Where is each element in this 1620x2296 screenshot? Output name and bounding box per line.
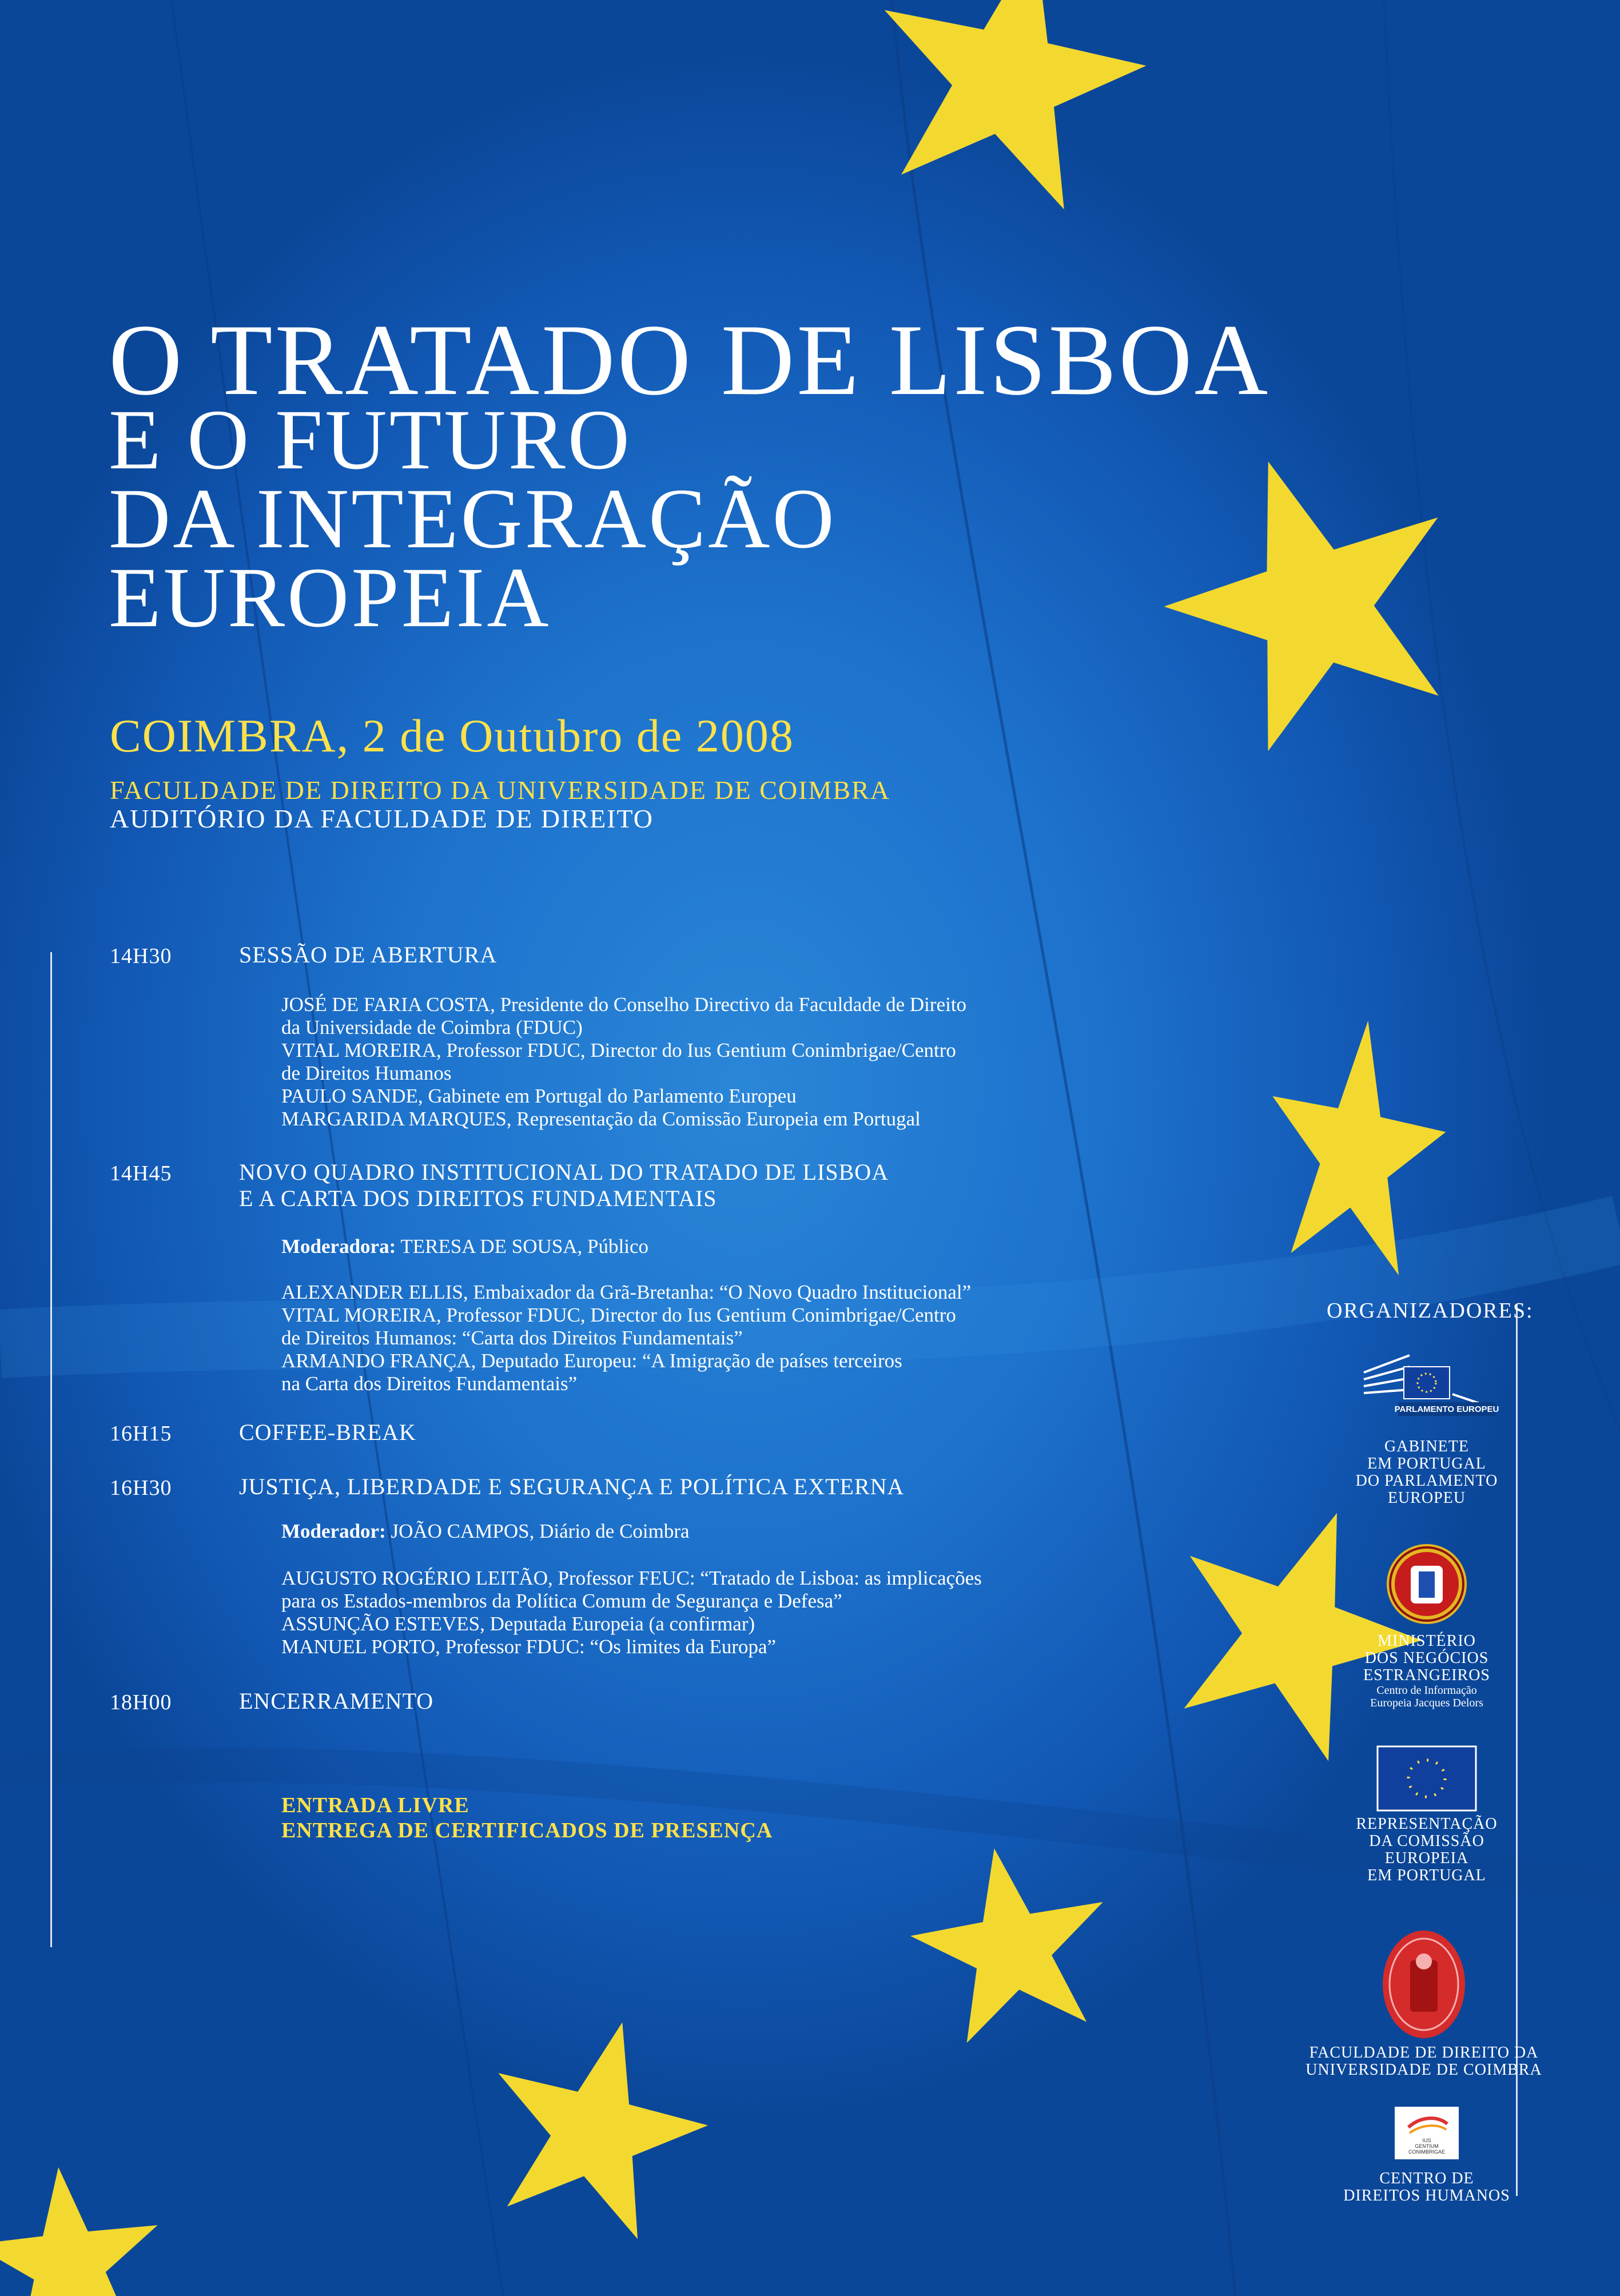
event-auditorium: AUDITÓRIO DA FACULDADE DE DIREITO xyxy=(110,804,654,833)
label-line: CENTRO DE xyxy=(1379,2170,1474,2187)
program-rule xyxy=(50,952,52,1947)
speaker-line: da Universidade de Coimbra (FDUC) xyxy=(281,1016,583,1038)
speaker-line: VITAL MOREIRA, Professor FDUC, Director do Ius Gentium Conimbrigae/Centro xyxy=(281,1039,956,1061)
speaker-line: ASSUNÇÃO ESTEVES, Deputada Europeia (a confirmar) xyxy=(281,1613,755,1635)
label-line: EM PORTUGAL xyxy=(1367,1867,1486,1884)
poster-title xyxy=(109,303,1271,645)
label-line: DA COMISSÃO xyxy=(1369,1832,1484,1850)
title-line-3: DA INTEGRAÇÃO xyxy=(109,471,837,566)
label-line: UNIVERSIDADE DE COIMBRA xyxy=(1305,2061,1542,2079)
ius-logo-text: GENTIUM xyxy=(1415,2143,1439,2149)
speaker-line: ARMANDO FRANÇA, Deputado Europeu: “A Imigração de países terceiros xyxy=(281,1350,902,1372)
speaker-line: de Direitos Humanos xyxy=(281,1062,452,1084)
organizer-centro xyxy=(1332,2104,1521,2205)
parlamento-europeu-logo xyxy=(1341,1344,1512,1435)
label-line: REPRESENTAÇÃO xyxy=(1356,1815,1498,1833)
organizer-faculdade xyxy=(1304,1927,1544,2079)
speaker-line: MANUEL PORTO, Professor FDUC: “Os limites da Europa” xyxy=(281,1636,777,1658)
representacao-label xyxy=(1332,1816,1521,1884)
session-time: 16H15 xyxy=(110,1422,172,1446)
session-title: SESSÃO DE ABERTURA xyxy=(239,942,497,968)
star-icon xyxy=(903,1841,1121,2059)
title-line-1: O TRATADO DE LISBOA xyxy=(109,303,1271,416)
gabinete-label xyxy=(1332,1438,1521,1507)
label-line: Europeia Jacques Delors xyxy=(1370,1697,1483,1709)
organizer-ministerio xyxy=(1332,1538,1521,1709)
session-title: JUSTIÇA, LIBERDADE E SEGURANÇA E POLÍTICA EXTERNA xyxy=(239,1474,905,1499)
moderator-label: Moderadora: xyxy=(281,1235,396,1258)
speaker-line: na Carta dos Direitos Fundamentais” xyxy=(281,1372,578,1395)
title-line-4: EUROPEIA xyxy=(109,550,551,645)
label-line: MINISTÉRIO xyxy=(1378,1632,1476,1650)
note-certificates: ENTREGA DE CERTIFICADOS DE PRESENÇA xyxy=(281,1819,773,1843)
ius-logo-text: CONIMBRIGAE xyxy=(1408,2149,1446,2155)
label-line: EM PORTUGAL xyxy=(1367,1455,1486,1473)
label-line: ESTRANGEIROS xyxy=(1363,1666,1490,1684)
label-line: DO PARLAMENTO xyxy=(1355,1472,1498,1490)
star-icon xyxy=(475,2013,715,2253)
session-moderator xyxy=(281,1235,648,1258)
organizer-comissao xyxy=(1332,1744,1521,1884)
parlamento-logo-text: PARLAMENTO EUROPEU xyxy=(1394,1404,1499,1414)
label-line: FACULDADE DE DIREITO DA xyxy=(1309,2044,1539,2062)
speaker-line: MARGARIDA MARQUES, Representação da Comissão Europeia em Portugal xyxy=(281,1108,921,1130)
session-speakers xyxy=(281,1567,982,1658)
event-date: COIMBRA, 2 de Outubro de 2008 xyxy=(110,710,794,762)
speaker-line: JOSÉ DE FARIA COSTA, Presidente do Conselho Directivo da Faculdade de Direito xyxy=(281,993,967,1016)
organizer-parlamento xyxy=(1332,1344,1521,1507)
label-line: Centro de Informação xyxy=(1376,1684,1477,1697)
label-line: EUROPEIA xyxy=(1384,1849,1469,1867)
session-time: 14H30 xyxy=(110,944,172,968)
label-line: DIREITOS HUMANOS xyxy=(1343,2187,1510,2205)
ministerio-label xyxy=(1332,1633,1521,1684)
university-seal-icon xyxy=(1378,1927,1470,2042)
session-title-line: E A CARTA DOS DIREITOS FUNDAMENTAIS xyxy=(239,1185,717,1211)
session-speakers xyxy=(281,1281,971,1395)
session-time: 16H30 xyxy=(110,1476,172,1500)
session-title: COFFEE-BREAK xyxy=(239,1419,416,1445)
title-line-2: E O FUTURO xyxy=(109,392,632,487)
event-venue: FACULDADE DE DIREITO DA UNIVERSIDADE DE COIMBRA xyxy=(110,775,890,805)
star-icon xyxy=(858,0,1155,229)
speaker-line: de Direitos Humanos: “Carta dos Direitos Fundamentais” xyxy=(281,1327,743,1349)
session-time: 18H00 xyxy=(110,1690,172,1714)
note-free-entry: ENTRADA LIVRE xyxy=(281,1793,469,1817)
moderator-label: Moderador: xyxy=(281,1520,386,1542)
star-icon xyxy=(0,2162,172,2296)
ius-logo-text: IUS xyxy=(1422,2138,1431,2143)
session-title xyxy=(239,1159,889,1212)
portugal-coat-of-arms-icon xyxy=(1381,1538,1472,1630)
speaker-line: ALEXANDER ELLIS, Embaixador da Grã-Bretanha: “O Novo Quadro Institucional” xyxy=(281,1281,972,1303)
session-time: 14H45 xyxy=(110,1161,172,1185)
speaker-line: VITAL MOREIRA, Professor FDUC, Director do Ius Gentium Conimbrigae/Centro xyxy=(281,1304,956,1326)
faculdade-label xyxy=(1304,2044,1544,2079)
organizers-heading: ORGANIZADORES: xyxy=(1327,1299,1534,1323)
speaker-line: PAULO SANDE, Gabinete em Portugal do Parlamento Europeu xyxy=(281,1085,797,1107)
centro-label xyxy=(1332,2170,1521,2205)
star-icon xyxy=(1258,1012,1452,1298)
label-line: DOS NEGÓCIOS xyxy=(1364,1649,1489,1667)
session-title: ENCERRAMENTO xyxy=(239,1688,434,1714)
speaker-line: para os Estados-membros da Política Comum de Segurança e Defesa” xyxy=(281,1590,842,1612)
moderator-name: TERESA DE SOUSA, Público xyxy=(396,1235,649,1258)
ius-gentium-logo xyxy=(1392,2104,1461,2162)
moderator-name: JOÃO CAMPOS, Diário de Coimbra xyxy=(385,1520,690,1542)
session-moderator xyxy=(281,1520,690,1543)
eu-flag-icon xyxy=(1375,1744,1478,1813)
speaker-line: AUGUSTO ROGÉRIO LEITÃO, Professor FEUC: “Tratado de Lisboa: as implicações xyxy=(281,1567,982,1589)
ministerio-sublabel xyxy=(1332,1684,1521,1709)
label-line: EUROPEU xyxy=(1387,1489,1466,1507)
session-title-line: NOVO QUADRO INSTITUCIONAL DO TRATADO DE LISBOA xyxy=(239,1159,889,1185)
label-line: GABINETE xyxy=(1384,1438,1469,1455)
session-speakers xyxy=(281,993,966,1131)
